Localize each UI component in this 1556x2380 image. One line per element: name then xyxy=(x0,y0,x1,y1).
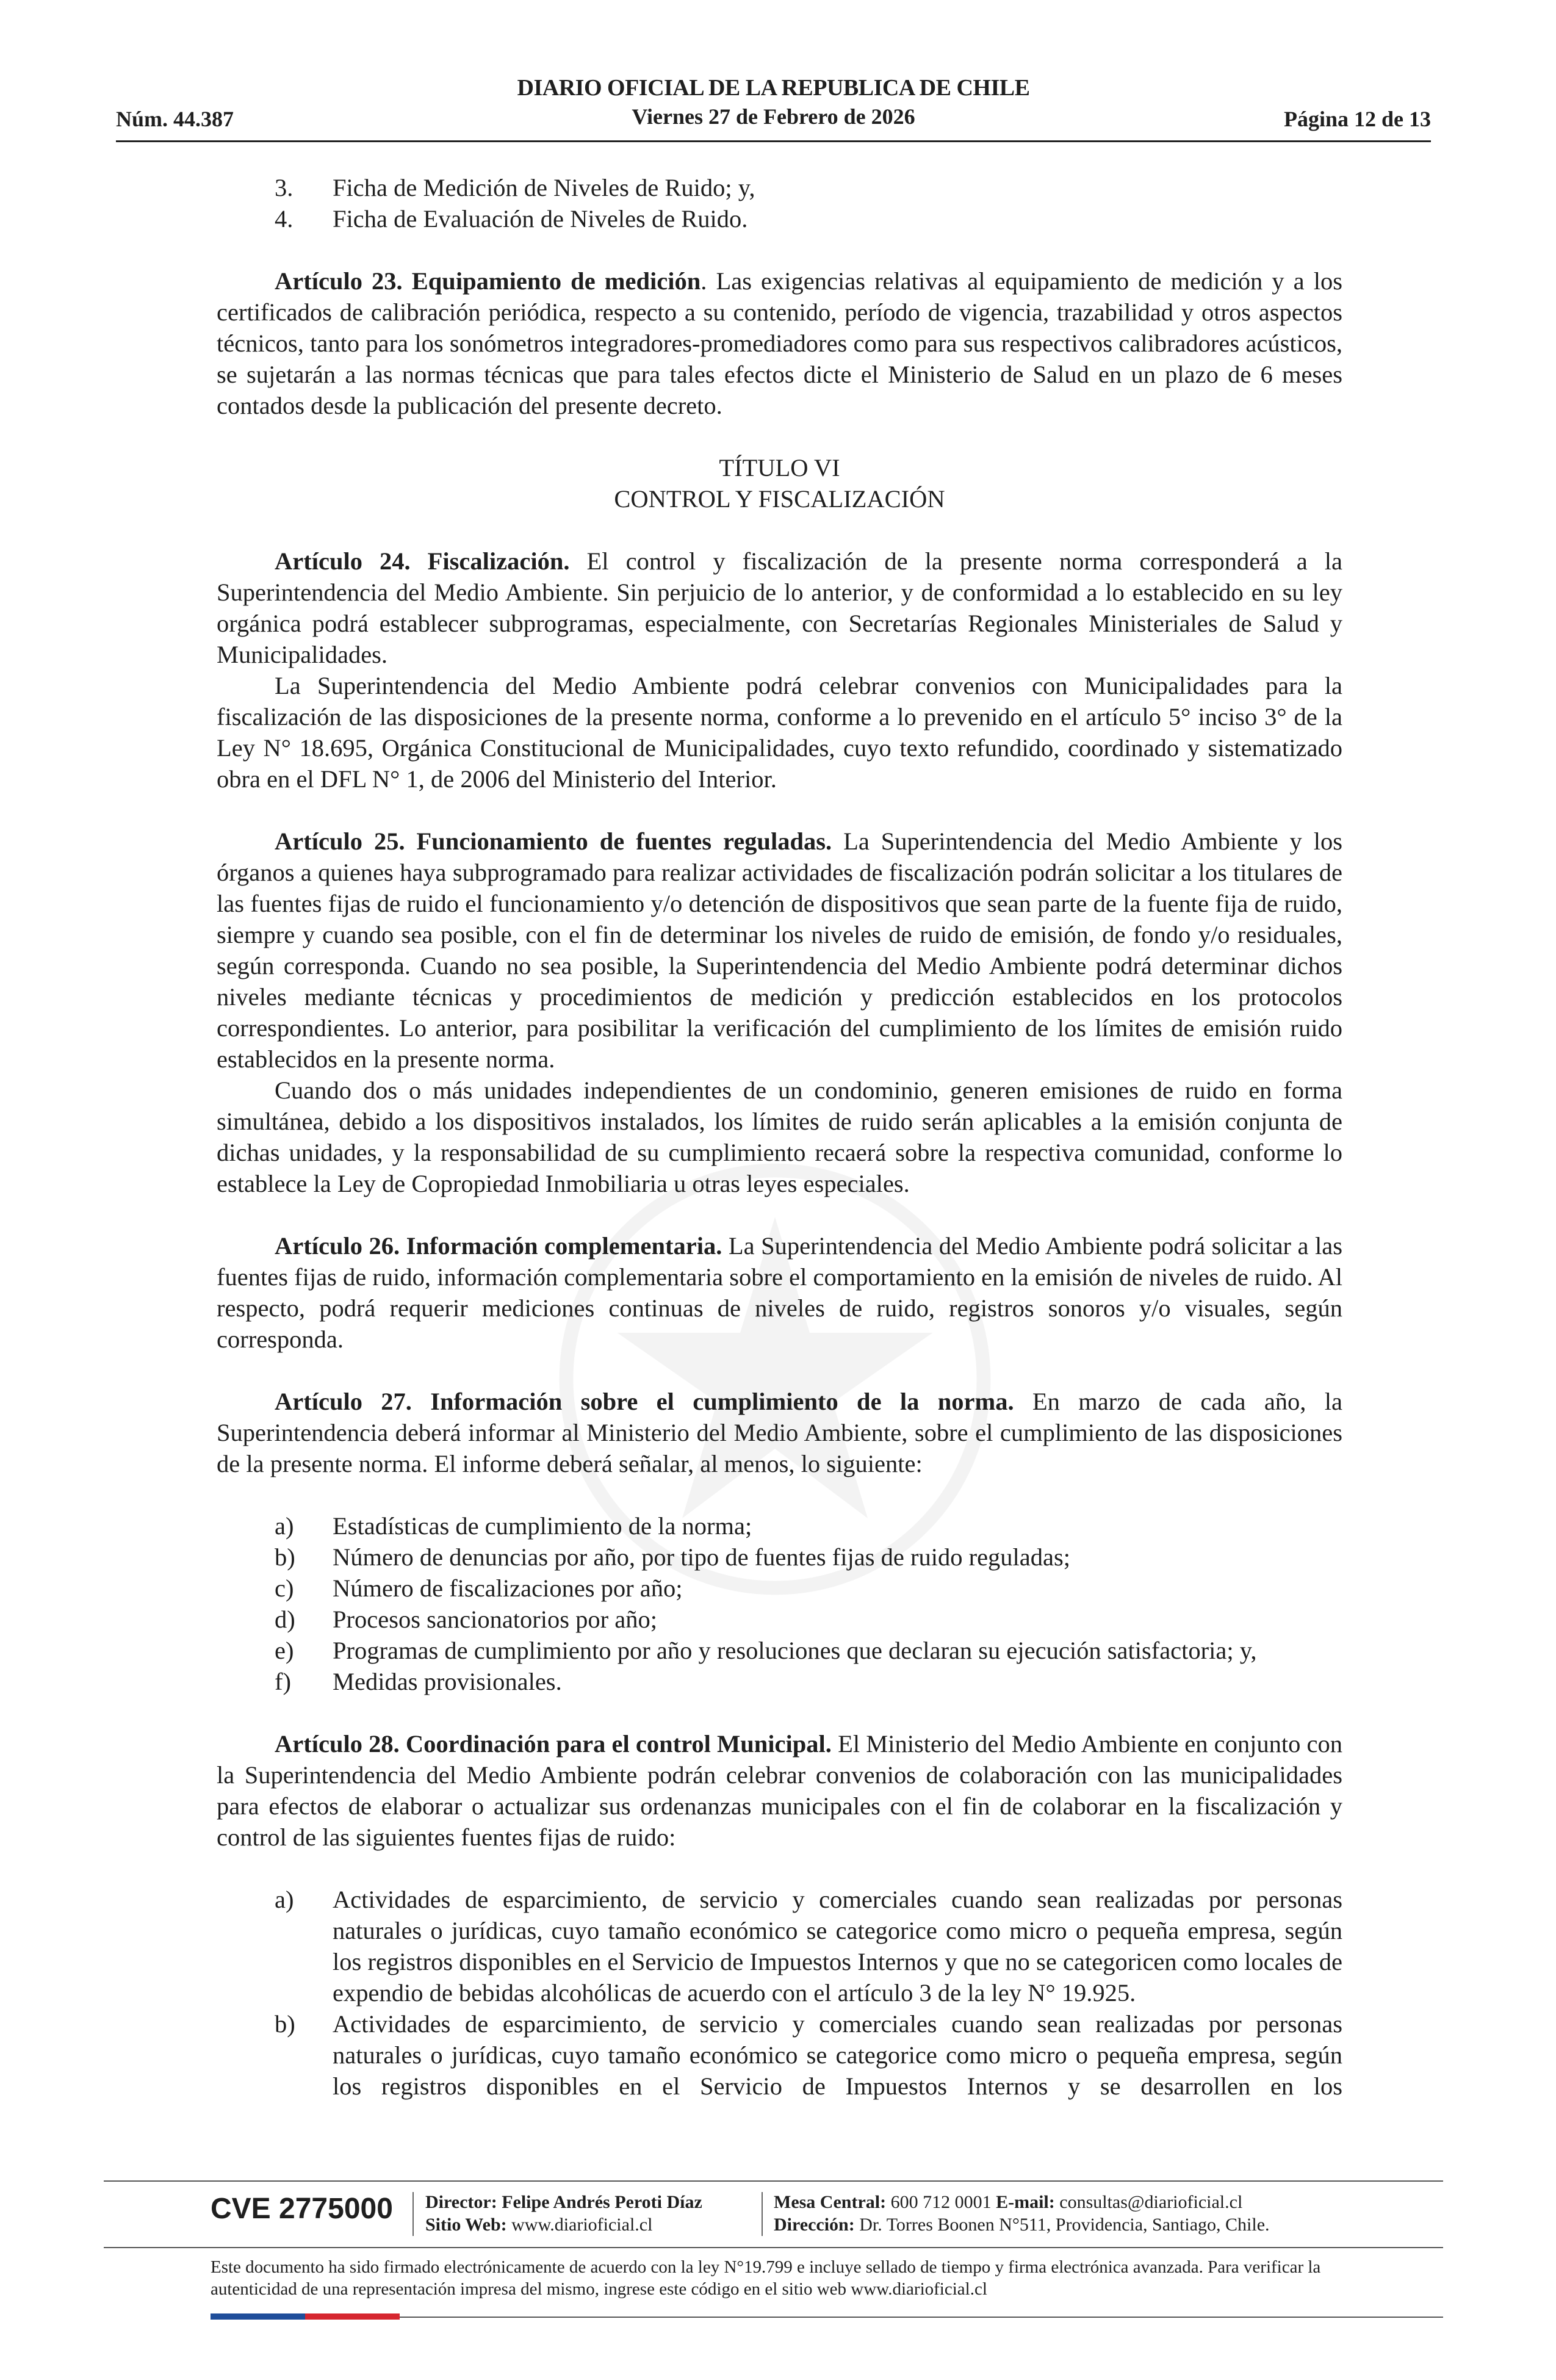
email-link[interactable]: consultas@diarioficial.cl xyxy=(1059,2192,1243,2212)
header-divider xyxy=(116,140,1431,142)
article-heading: Artículo 23. Equipamiento de medición xyxy=(275,267,701,295)
address: Dr. Torres Boonen N°511, Providencia, Santiago, Chile. xyxy=(859,2215,1270,2235)
issue-number: Núm. 44.387 xyxy=(116,107,234,131)
list-item: c) Número de fiscalizaciones por año; xyxy=(275,1574,683,1602)
article-heading: Artículo 25. Funcionamiento de fuentes reguladas. xyxy=(275,828,832,855)
footer-director-block: Director: Felipe Andrés Peroti Díaz Sitio Web: www.diarioficial.cl xyxy=(425,2192,702,2235)
article-25: Artículo 25. Funcionamiento de fuentes reguladas. La Superintendencia del Medio Ambiente y los órganos a quienes haya subprogramado para realizar actividades de fiscalización podrán solicitar a los titulares de las fuentes fijas de ruido el funcionamiento y/o detención de dispositivos que sean parte de la fuente fija de ruido, siempre y cuando sea posible, con el fin de determinar los niveles de ruido de emisión, de fondo y/o residuales, según corresponda. Cuando no sea posible, la Superintendencia del Medio Ambiente podrá determinar dichos niveles mediante técnicas y procedimientos de medición y predicción establecidos en los protocolos correspondientes. Lo anterior, para posibilitar la verificación del cumplimiento de los límites de emisión ruido establecidos en la presente norma. xyxy=(217,828,1342,1073)
flag-stripe xyxy=(211,2313,400,2320)
article-24-paragraph-2: La Superintendencia del Medio Ambiente podrá celebrar convenios con Municipalidades para la fiscalización de las disposiciones de la presente norma, conforme a lo prevenido en el artículo 5° inciso 3° de la Ley N° 18.695, Orgánica Constitucional de Municipalidades, cuyo texto refundido, coordinado y sistematizado obra en el DFL N° 1, de 2006 del Ministerio del Interior. xyxy=(217,672,1342,793)
article-heading: Artículo 26. Información complementaria. xyxy=(275,1232,722,1260)
article-28: Artículo 28. Coordinación para el control Municipal. El Ministerio del Medio Ambiente en conjunto con la Superintendencia del Medio Ambiente podrán celebrar convenios de colaboración con las municipalidades para efectos de elaborar o actualizar sus ordenanzas municipales con el fin de colaborar en la fiscalización y control de las siguientes fuentes fijas de ruido: xyxy=(217,1730,1343,1851)
director-name: Felipe Andrés Peroti Díaz xyxy=(502,2192,702,2212)
publication-date: Viernes 27 de Febrero de 2026 xyxy=(632,104,915,129)
section-title: TÍTULO VI CONTROL Y FISCALIZACIÓN xyxy=(614,454,945,513)
footer-divider xyxy=(104,2180,1443,2182)
article-23: Artículo 23. Equipamiento de medición. Las exigencias relativas al equipamiento de medición y a los certificados de calibración periódica, respecto a su contenido, período de vigencia, trazabilidad y otros aspectos técnicos, tanto para los sonómetros integradores-promediadores como para sus respectivos calibradores acústicos, se sujetarán a las normas técnicas que para tales efectos dicte el Ministerio de Salud en un plazo de 6 meses contados desde la publicación del presente decreto. xyxy=(217,267,1342,419)
list-item: b) Actividades de esparcimiento, de servicio y comerciales cuando sean realizadas por personas naturales o jurídicas, cuyo tamaño económico se categorice como micro o pequeña empresa, según los registros disponibles en el Servicio de Impuestos Internos y se desarrollen en los xyxy=(275,2010,1342,2100)
footer-divider-2 xyxy=(104,2247,1443,2248)
list-item: b) Número de denuncias por año, por tipo de fuentes fijas de ruido reguladas; xyxy=(275,1543,1071,1571)
top-numbered-list xyxy=(217,172,1342,234)
article-heading: Artículo 28. Coordinación para el control Municipal. xyxy=(275,1730,832,1758)
list-item: f) Medidas provisionales. xyxy=(275,1668,562,1695)
cve-code: CVE 2775000 xyxy=(211,2193,393,2225)
list-item: a) Estadísticas de cumplimiento de la norma; xyxy=(275,1512,752,1540)
list-item: e) Programas de cumplimiento por año y resoluciones que declaran su ejecución satisfactoria; y, xyxy=(275,1637,1257,1664)
article-heading: Artículo 27. Información sobre el cumplimiento de la norma. xyxy=(275,1388,1014,1415)
phone-number: 600 712 0001 xyxy=(890,2192,992,2212)
article-26: Artículo 26. Información complementaria. La Superintendencia del Medio Ambiente podrá solicitar a las fuentes fijas de ruido, información complementaria sobre el comportamiento en la emisión de niveles de ruido. Al respecto, podrá requerir mediciones continuas de niveles de ruido, registros sonoros y/o visuales, según corresponda. xyxy=(217,1232,1342,1353)
article-25-paragraph-2: Cuando dos o más unidades independientes de un condominio, generen emisiones de ruido en forma simultánea, debido a los dispositivos instalados, los límites de ruido serán aplicables a la emisión conjunta de dichas unidades, y la responsabilidad de su cumplimiento recaerá sobre la respectiva comunidad, conforme lo establece la Ley de Copropiedad Inmobiliaria u otras leyes especiales. xyxy=(217,1076,1342,1197)
document-body xyxy=(217,172,1342,2102)
page-header xyxy=(116,74,1431,135)
list-item: 3. Ficha de Medición de Niveles de Ruido; y, xyxy=(275,174,755,201)
page-number: Página 12 de 13 xyxy=(1283,107,1431,131)
article-24: Artículo 24. Fiscalización. El control y fiscalización de la presente norma corresponderá a la Superintendencia del Medio Ambiente. Sin perjuicio de lo anterior, y de conformidad a lo establecido en su ley orgánica podrá establecer subprogramas, especialmente, con Secretarías Regionales Ministeriales de Salud y Municipalidades. xyxy=(217,547,1342,668)
footer-contact-block: Mesa Central: 600 712 0001 E-mail: consultas@diarioficial.cl Dirección: Dr. Torres Boonen N°511, Providencia, Santiago, Chile. xyxy=(774,2192,1270,2235)
masthead xyxy=(116,74,1431,129)
list-item: d) Procesos sancionatorios por año; xyxy=(275,1606,658,1633)
website-link[interactable]: www.diarioficial.cl xyxy=(511,2215,653,2235)
article-28-list xyxy=(217,1884,1342,2102)
list-item: a) Actividades de esparcimiento, de servicio y comerciales cuando sean realizadas por personas naturales o jurídicas, cuyo tamaño económico se categorice como micro o pequeña empresa, según los registros disponibles en el Servicio de Impuestos Internos y que no se categoricen como locales de expendio de bebidas alcohólicas de acuerdo con el artículo 3 de la ley N° 19.925. xyxy=(275,1886,1342,2007)
list-item: 4. Ficha de Evaluación de Niveles de Ruido. xyxy=(275,205,748,233)
publication-title: DIARIO OFICIAL DE LA REPUBLICA DE CHILE xyxy=(517,75,1030,101)
article-27-list xyxy=(217,1510,1342,1697)
footer-bottom-rule xyxy=(400,2317,1443,2318)
article-heading: Artículo 24. Fiscalización. xyxy=(275,547,570,575)
legal-notice: Este documento ha sido firmado electrónicamente de acuerdo con la ley N°19.799 e incluye sellado de tiempo y firma electrónica avanzada. Para verificar la autenticidad de una representación impresa del mismo, ingrese este código en el sitio web www.diarioficial.cl xyxy=(211,2257,1321,2299)
article-27: Artículo 27. Información sobre el cumplimiento de la norma. En marzo de cada año, la Superintendencia deberá informar al Ministerio del Medio Ambiente, sobre el cumplimiento de las disposiciones de la presente norma. El informe deberá señalar, al menos, lo siguiente: xyxy=(217,1388,1342,1477)
